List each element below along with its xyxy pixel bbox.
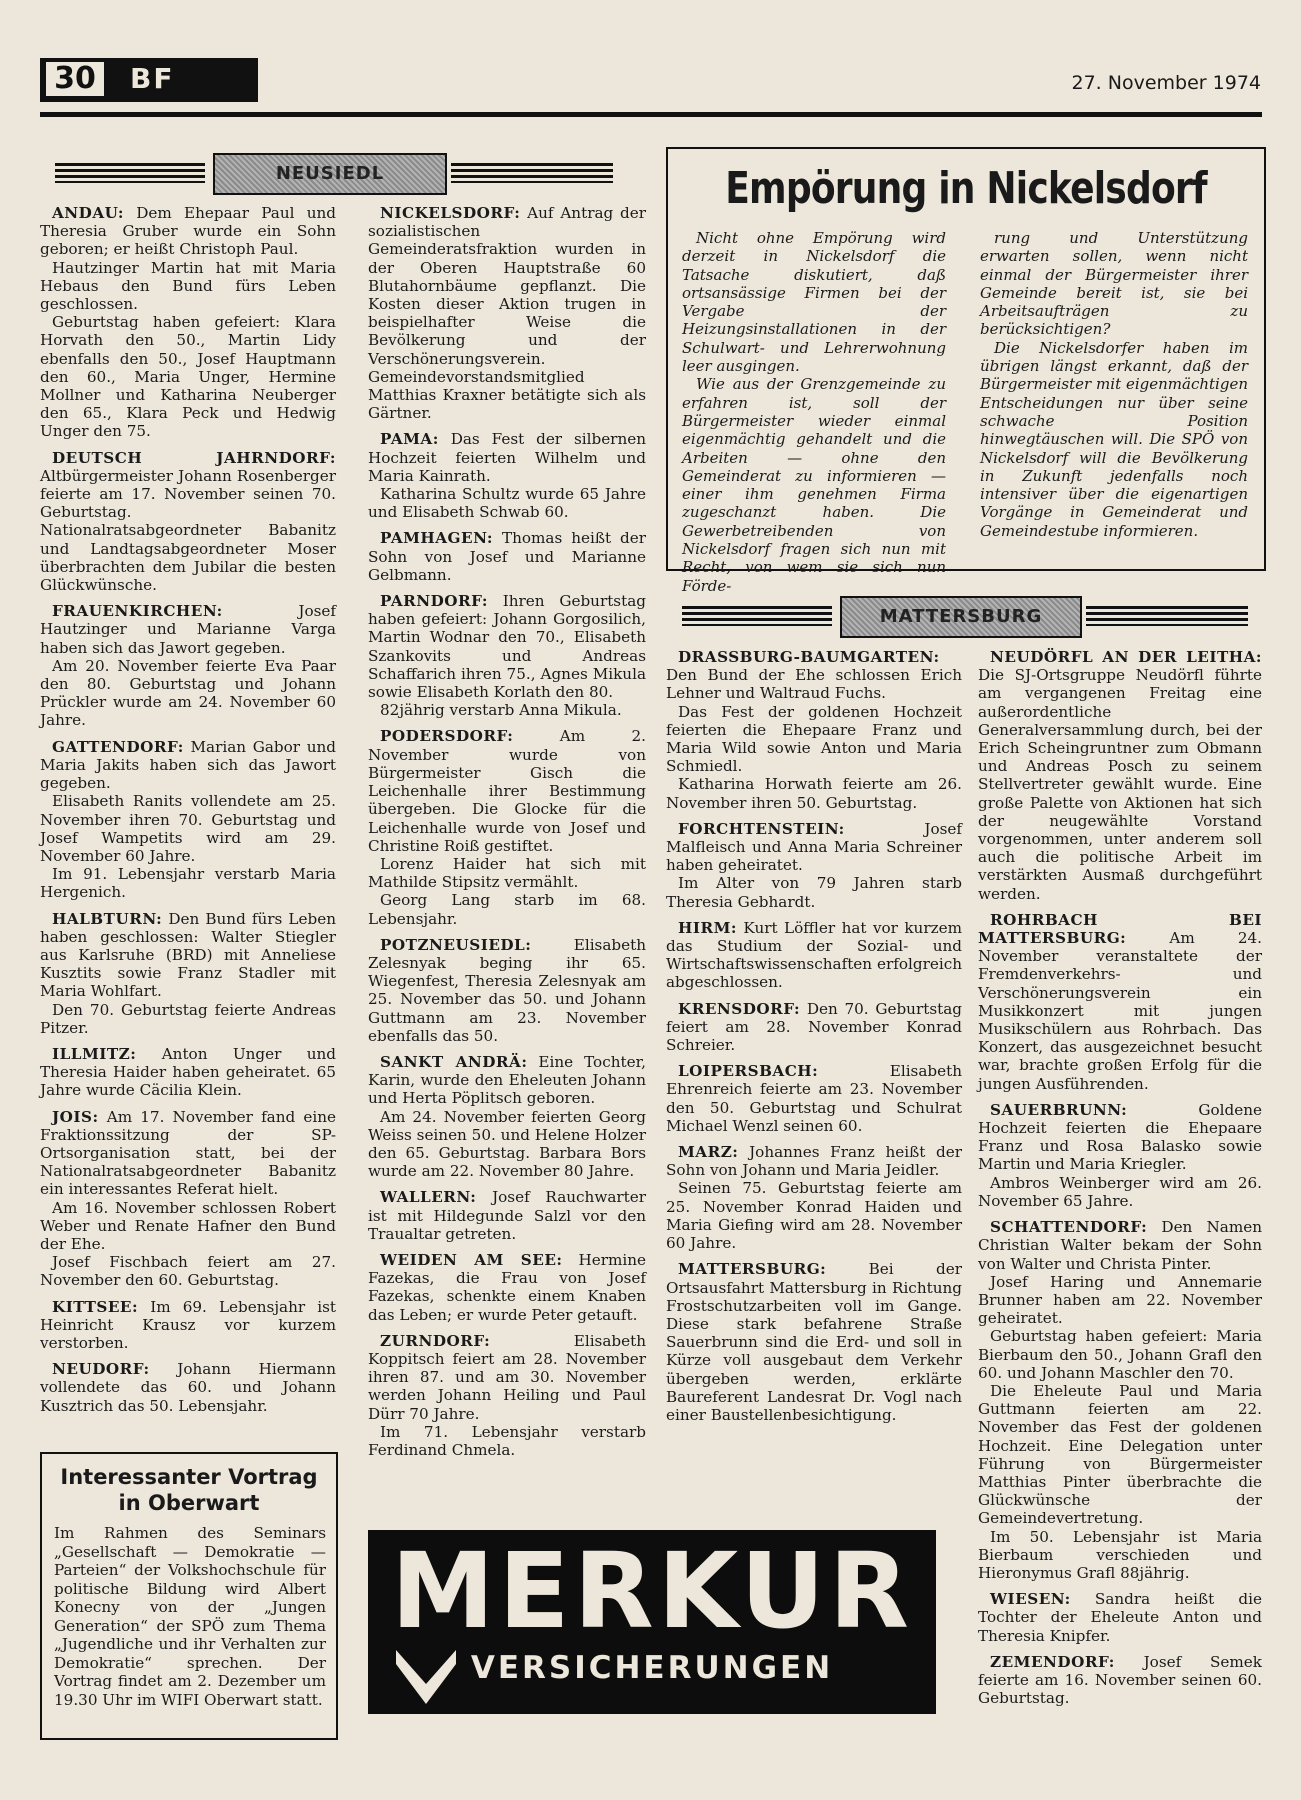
lecture-body: Im Rahmen des Seminars „Gesellschaft — Demokratie — Parteien“ der Volkshochschule für politische Bildung wird Albert Konecny von der „Jungen Generation“ der SPÖ zum Thema „Jugendliche und ihr Verhalten zur Demokratie“ sprechen. Der Vortrag findet am 2. Dezember um 19.30 Uhr im WIFI Oberwart statt. bbox=[54, 1524, 326, 1709]
place-name: WIESEN: bbox=[990, 1590, 1071, 1609]
news-text: Altbürgermeister Johann Rosenberger feierte am 17. November seinen 70. Geburtstag. Nationalratsabgeordneter Babanitz und Landtagsabgeordneter Moser überbrachten dem Jubilar die besten Glückwünsche. bbox=[40, 466, 336, 595]
news-text: Den 70. Geburtstag feierte Andreas Pitzer. bbox=[40, 1000, 336, 1037]
ad-tagline: VERSICHERUNGEN bbox=[470, 1650, 834, 1686]
commentary-box bbox=[666, 147, 1266, 595]
news-text: Johann Hiermann vollendete das 60. und Johann Kusztrich das 50. Lebensjahr. bbox=[40, 1360, 336, 1415]
news-item-continued bbox=[666, 775, 962, 811]
place-name: DEUTSCH JAHRNDORF: bbox=[52, 448, 336, 467]
news-text: Das Fest der silbernen Hochzeit feierten Wilhelm und Maria Kainrath. bbox=[368, 430, 646, 485]
place-name: NEUDORF: bbox=[52, 1360, 150, 1379]
news-text: Hermine Fazekas, die Frau von Josef Fazekas, schenkte einem Knaben das Leben; er wurde Peter getauft. bbox=[368, 1250, 646, 1324]
news-text: Josef Malfleisch und Anna Maria Schreiner haben geheiratet. bbox=[666, 819, 962, 875]
place-name: SANKT ANDRÄ: bbox=[380, 1052, 528, 1071]
place-name: MARZ: bbox=[678, 1143, 739, 1162]
news-text: Geburtstag haben gefeiert: Klara Horvath den 50., Martin Lidy ebenfalls den 50., Josef Hauptmann den 60., Maria Unger, Hermine Mollner und Katharina Neuberger den 65., Klara Peck und Hedwig Unger den 75. bbox=[40, 313, 336, 441]
news-text: Die Eheleute Paul und Maria Guttmann feierten am 22. November das Fest der goldenen Hochzeit. Eine Delegation unter Führung von Bürgermeister Matthias Pinter überbrachte die Glückwünsche der Gemeindevertretung. bbox=[978, 1381, 1262, 1528]
news-text: Marian Gabor und Maria Jakits haben sich das Jawort gegeben. bbox=[40, 737, 336, 793]
place-name: SAUERBRUNN: bbox=[990, 1100, 1128, 1119]
news-text: Den Namen Christian Walter bekam der Sohn von Walter und Christa Pinter. bbox=[978, 1218, 1262, 1273]
news-text: Im 71. Lebensjahr verstarb Ferdinand Chmela. bbox=[368, 1422, 646, 1459]
news-text: Josef Semek feierte am 16. November seinen 60. Geburtstag. bbox=[978, 1652, 1262, 1708]
news-item bbox=[368, 936, 646, 1045]
news-item bbox=[978, 1653, 1262, 1708]
news-item bbox=[40, 602, 336, 657]
news-text: Geburtstag haben gefeiert: Maria Bierbaum den 50., Johann Grafl den 60. und Johann Maschler den 70. bbox=[978, 1327, 1262, 1382]
news-item bbox=[666, 1062, 962, 1135]
section-header-mattersburg bbox=[682, 596, 1248, 636]
news-item bbox=[40, 1360, 336, 1415]
news-item-continued bbox=[368, 1108, 646, 1181]
news-text: Den Bund der Ehe schlossen Erich Lehner und Waltraud Fuchs. bbox=[666, 666, 962, 703]
news-item-continued bbox=[666, 874, 962, 910]
news-text: Sandra heißt die Tochter der Eheleute Anton und Theresia Knipfer. bbox=[978, 1590, 1262, 1645]
place-name: JOIS: bbox=[52, 1107, 99, 1126]
news-item bbox=[40, 910, 336, 1001]
section-rule-right bbox=[451, 163, 613, 183]
news-text: Seinen 75. Geburtstag feierte am 25. November Konrad Haiden und Maria Giefing wird am 28. November 60 Jahre. bbox=[666, 1179, 962, 1253]
news-item bbox=[978, 1101, 1262, 1174]
news-item-continued bbox=[978, 1382, 1262, 1528]
news-item bbox=[978, 911, 1262, 1093]
section-rule-left bbox=[55, 163, 205, 183]
lecture-title-line2: in Oberwart bbox=[118, 1491, 260, 1515]
news-item-continued bbox=[40, 865, 336, 901]
news-item bbox=[368, 529, 646, 584]
news-text: Den Bund fürs Leben haben geschlossen: Walter Stiegler aus Karlsruhe (BRD) mit Anneliese Kusztits sowie Franz Stadler mit Maria Wohlfart. bbox=[40, 909, 336, 1001]
news-item bbox=[368, 1053, 646, 1108]
news-text: Die SJ-Ortsgruppe Neudörfl führte am vergangenen Freitag eine außerordentliche Generalversammlung durch, bei der Erich Scheingruntner zum Obmann und Andreas Posch zu seinem Stellvertreter gewählt wurde. Eine große Palette von Aktionen hat sich der neugewählte Vorstand vorgenommen, unter anderem soll auch die politische Arbeit im verstärkten Ausmaß durchgeführt werden. bbox=[978, 666, 1262, 903]
news-text: Eine Tochter, Karin, wurde den Eheleuten Johann und Herta Pöplitsch geboren. bbox=[368, 1052, 646, 1108]
news-item-continued bbox=[978, 1528, 1262, 1583]
lecture-notice-box bbox=[40, 1452, 338, 1740]
commentary-paragraph: Wie aus der Grenzgemeinde zu erfahren ist, soll der Bürgermeister wieder einmal eigenmächtig gehandelt und die Arbeiten — ohne den Gemeinderat zu informieren — einer ihm genehmen Firma zugeschanzt haben. Die Gewerbetreibenden von Nickelsdorf fragen sich nun mit Recht, von wem sie sich nun Förde- bbox=[682, 375, 946, 595]
news-text: Josef Rauchwarter ist mit Hildegunde Salzl vor den Traualtar getreten. bbox=[368, 1188, 646, 1243]
news-item-continued bbox=[978, 1327, 1262, 1382]
news-item bbox=[40, 1045, 336, 1100]
news-item-continued bbox=[666, 703, 962, 776]
place-name: KITTSEE: bbox=[52, 1297, 139, 1316]
section-header-neusiedl bbox=[55, 153, 613, 193]
place-name: POTZNEUSIEDL: bbox=[380, 935, 532, 954]
news-item bbox=[368, 1251, 646, 1324]
section-rule-right bbox=[1086, 606, 1248, 626]
header-rule bbox=[40, 112, 1262, 117]
news-item bbox=[368, 204, 646, 422]
news-text: Elisabeth Zelesnyak beging ihr 65. Wiegenfest, Theresia Zelesnyak am 25. November das 50. und Johann Guttmann am 23. November ebenfalls das 50. bbox=[368, 935, 646, 1045]
commentary-paragraph: Nicht ohne Empörung wird derzeit in Nickelsdorf die Tatsache diskutiert, daß ortsansässige Firmen bei der Vergabe der Heizungsinstallationen in der Schulwart- und Lehrerwohnung leer ausgingen. bbox=[682, 229, 946, 376]
news-text: 82jährig verstarb Anna Mikula. bbox=[380, 701, 622, 720]
news-item-continued bbox=[368, 891, 646, 927]
commentary-column-right bbox=[980, 229, 1248, 540]
lecture-title bbox=[42, 1464, 336, 1516]
news-text: Am 2. November wurde von Bürgermeister Gisch die Leichenhalle ihrer Bestimmung übergeben. Die Glocke für die Leichenhalle wurde von Josef und Christine Roiß gestiftet. bbox=[368, 727, 646, 855]
news-item-continued bbox=[368, 855, 646, 891]
news-item bbox=[666, 648, 962, 703]
news-text: Katharina Horwath feierte am 26. November ihren 50. Geburtstag. bbox=[666, 775, 962, 812]
news-text: Das Fest der goldenen Hochzeit feierten die Ehepaare Franz und Maria Wild sowie Anton und Maria Schmiedl. bbox=[666, 702, 962, 776]
news-text: Am 24. November feierten Georg Weiss seinen 50. und Helene Holzer den 65. Geburtstag. Barbara Bors wurde am 22. November 80 Jahre. bbox=[368, 1107, 646, 1181]
news-text: Katharina Schultz wurde 65 Jahre und Elisabeth Schwab 60. bbox=[368, 485, 646, 522]
place-name: PAMA: bbox=[380, 430, 439, 449]
news-item-continued bbox=[40, 657, 336, 730]
place-name: NEUDÖRFL AN DER LEITHA: bbox=[990, 648, 1262, 666]
news-item-continued bbox=[666, 1179, 962, 1252]
news-item bbox=[40, 1108, 336, 1199]
column-mattersburg-1 bbox=[666, 648, 962, 1424]
news-item bbox=[40, 204, 336, 259]
news-item bbox=[666, 1000, 962, 1055]
news-text: Im 50. Lebensjahr ist Maria Bierbaum verschieden und Hieronymus Grafl 88jährig. bbox=[978, 1527, 1262, 1582]
news-item bbox=[666, 919, 962, 992]
news-text: Lorenz Haider hat sich mit Mathilde Stipsitz vermählt. bbox=[368, 854, 646, 892]
news-item-continued bbox=[40, 1199, 336, 1254]
news-item-continued bbox=[978, 1273, 1262, 1328]
section-code-bar bbox=[106, 58, 258, 102]
news-item bbox=[368, 1332, 646, 1423]
news-item bbox=[368, 727, 646, 854]
news-item-continued bbox=[40, 1001, 336, 1037]
news-text: Johannes Franz heißt der Sohn von Johann und Maria Jeidler. bbox=[666, 1143, 962, 1180]
section-title: NEUSIEDL bbox=[213, 153, 447, 195]
place-name: LOIPERSBACH: bbox=[678, 1062, 819, 1081]
news-text: Hautzinger Martin hat mit Maria Hebaus den Bund fürs Leben geschlossen. bbox=[40, 258, 336, 314]
news-text: Im 91. Lebensjahr verstarb Maria Hergenich. bbox=[40, 865, 336, 902]
news-item bbox=[368, 430, 646, 485]
news-text: Auf Antrag der sozialistischen Gemeinderatsfraktion wurden in der Oberen Hauptstraße 60 Blutahornbäume gepflanzt. Die Kosten dieser Aktion trugen in beispielhafter Weise die Bevölkerung und der Verschönerungsverein. Gemeindevorstandsmitglied Matthias Kraxner betätigte sich als Gärtner. bbox=[368, 204, 646, 423]
issue-date: 27. November 1974 bbox=[1071, 72, 1261, 94]
place-name: ANDAU: bbox=[52, 204, 124, 222]
news-text: Am 16. November schlossen Robert Weber und Renate Hafner den Bund der Ehe. bbox=[40, 1198, 336, 1253]
news-item bbox=[978, 1590, 1262, 1645]
place-name: FRAUENKIRCHEN: bbox=[52, 602, 223, 621]
place-name: MATTERSBURG: bbox=[678, 1260, 827, 1279]
place-name: ILLMITZ: bbox=[52, 1044, 137, 1063]
news-text: Dem Ehepaar Paul und Theresia Gruber wurde ein Sohn geboren; er heißt Christoph Paul. bbox=[40, 204, 336, 259]
news-item-continued bbox=[40, 313, 336, 440]
news-item-continued bbox=[978, 1174, 1262, 1210]
place-name: HIRM: bbox=[678, 918, 737, 937]
news-item bbox=[978, 648, 1262, 903]
news-text: Am 20. November feierte Eva Paar den 80. Geburtstag und Johann Prückler wurde am 24. November 60 Jahre. bbox=[40, 656, 336, 730]
news-text: Georg Lang starb im 68. Lebensjahr. bbox=[368, 891, 646, 928]
column-neusiedl-2 bbox=[368, 204, 646, 1459]
news-item bbox=[40, 738, 336, 793]
lecture-title-line1: Interessanter Vortrag bbox=[60, 1465, 318, 1489]
news-item bbox=[978, 1218, 1262, 1273]
news-item-continued bbox=[40, 1253, 336, 1289]
place-name: PODERSDORF: bbox=[380, 727, 514, 746]
news-item bbox=[666, 1143, 962, 1179]
news-text: Elisabeth Ranits vollendete am 25. November ihren 70. Geburtstag und Josef Wampetits wird am 29. November 60 Jahre. bbox=[40, 792, 336, 865]
news-item bbox=[368, 1188, 646, 1243]
news-text: Ambros Weinberger wird am 26. November 65 Jahre. bbox=[978, 1173, 1262, 1210]
news-text: Bei der Ortsausfahrt Mattersburg in Richtung Frostschutzarbeiten voll im Gange. Diese stark befahrene Straße Sauerbrunn sind die Erd- und soll in Kürze voll ausgebaut dem Verkehr übergeben werden, erklärte Baureferent Landesrat Dr. Vogl nach einer Baustellenbesichtigung. bbox=[666, 1260, 962, 1424]
section-rule-left bbox=[682, 606, 832, 626]
news-text: Ihren Geburtstag haben gefeiert: Johann Gorgosilich, Martin Wodnar den 70., Elisabeth Szankovits und Andreas Schaffarich ihren 75., Agnes Mikula sowie Elisabeth Korlath den 80. bbox=[368, 592, 646, 702]
news-text: Josef Fischbach feiert am 27. November den 60. Geburtstag. bbox=[40, 1253, 336, 1290]
place-name: PAMHAGEN: bbox=[380, 529, 494, 548]
commentary-paragraph: rung und Unterstützung erwarten sollen, wenn nicht einmal der Bürgermeister ihrer Gemeinde bereit ist, sie bei Arbeitsaufträgen zu berücksichtigen? bbox=[980, 229, 1248, 339]
news-text: Anton Unger und Theresia Haider haben geheiratet. 65 Jahre wurde Cäcilia Klein. bbox=[40, 1044, 336, 1100]
news-item bbox=[666, 820, 962, 875]
news-item-continued bbox=[368, 1423, 646, 1459]
news-text: Josef Haring und Annemarie Brunner haben am 22. November geheiratet. bbox=[978, 1272, 1262, 1328]
place-name: KRENSDORF: bbox=[678, 999, 801, 1018]
place-name: FORCHTENSTEIN: bbox=[678, 819, 845, 838]
column-neusiedl-1 bbox=[40, 204, 336, 1415]
column-mattersburg-2 bbox=[978, 648, 1262, 1707]
place-name: ROHRBACH BEI MATTERSBURG: bbox=[978, 910, 1262, 948]
news-item-continued bbox=[368, 485, 646, 521]
news-item-continued bbox=[368, 701, 646, 719]
news-text: Elisabeth Koppitsch feiert am 28. November ihren 87. und am 30. November werden Johann Heiling und Paul Dürr 70 Jahre. bbox=[368, 1331, 646, 1423]
section-code: BF bbox=[130, 62, 175, 95]
commentary-paragraph: Die Nickelsdorfer haben im übrigen längst erkannt, daß der Bürgermeister mit eigenmächtigen Entscheidungen nur über seine schwache Position hinwegtäuschen will. Die SPÖ von Nickelsdorf will die Bevölkerung in Zukunft jedenfalls noch intensiver über die eigenartigen Vorgänge in Gemeinderat und Gemeindestube informieren. bbox=[980, 338, 1248, 540]
news-text: Goldene Hochzeit feierten die Ehepaare Franz und Rosa Balasko sowie Martin und Maria Kriegler. bbox=[978, 1100, 1262, 1174]
place-name: WALLERN: bbox=[380, 1188, 477, 1207]
place-name: NICKELSDORF: bbox=[380, 204, 521, 222]
news-item bbox=[40, 1298, 336, 1353]
place-name: ZURNDORF: bbox=[380, 1331, 491, 1350]
page-number-box bbox=[40, 58, 110, 102]
commentary-title: Empörung in Nickelsdorf bbox=[725, 163, 1207, 214]
section-title: MATTERSBURG bbox=[840, 596, 1082, 638]
news-text: Im 69. Lebensjahr ist Heinricht Krausz vor kurzem verstorben. bbox=[40, 1297, 336, 1352]
place-name: GATTENDORF: bbox=[52, 737, 184, 756]
news-text: Am 17. November fand eine Fraktionssitzung der SP-Ortsorganisation statt, bei der Nationalratsabgeordneter Babanitz ein interessantes Referat hielt. bbox=[40, 1107, 336, 1199]
news-item bbox=[368, 592, 646, 701]
news-item bbox=[666, 1260, 962, 1424]
news-item-continued bbox=[40, 259, 336, 314]
place-name: HALBTURN: bbox=[52, 909, 163, 928]
place-name: SCHATTENDORF: bbox=[990, 1218, 1148, 1237]
page-number: 30 bbox=[46, 62, 104, 96]
news-item-continued bbox=[40, 792, 336, 865]
news-text: Kurt Löffler hat vor kurzem das Studium der Sozial- und Wirtschaftswissenschaften erfolgreich abgeschlossen. bbox=[666, 918, 962, 992]
commentary-column-left bbox=[682, 229, 946, 595]
news-text: Josef Hautzinger und Marianne Varga haben sich das Jawort gegeben. bbox=[40, 602, 336, 657]
news-text: Am 24. November veranstaltete der Fremdenverkehrs- und Verschönerungsverein ein Musikkonzert mit jungen Musikschülern aus Rohrbach. Das Konzert, das ausgezeichnet besucht war, brachte großen Erfolg für die jungen Ausführenden. bbox=[978, 929, 1262, 1093]
news-item bbox=[40, 449, 336, 595]
news-text: Den 70. Geburtstag feiert am 28. November Konrad Schreier. bbox=[666, 999, 962, 1055]
ad-brand: MERKUR bbox=[391, 1530, 913, 1652]
place-name: PARNDORF: bbox=[380, 592, 488, 611]
news-text: Im Alter von 79 Jahren starb Theresia Gebhardt. bbox=[666, 874, 962, 911]
merkur-advertisement bbox=[368, 1530, 936, 1714]
news-text: Thomas heißt der Sohn von Josef und Marianne Gelbmann. bbox=[368, 529, 646, 584]
place-name: ZEMENDORF: bbox=[990, 1652, 1115, 1671]
place-name: WEIDEN AM SEE: bbox=[380, 1250, 563, 1269]
place-name: DRASSBURG-BAUMGARTEN: bbox=[678, 648, 940, 666]
news-text: Elisabeth Ehrenreich feierte am 23. November den 50. Geburtstag und Schulrat Michael Wenzl seinen 60. bbox=[666, 1062, 962, 1135]
